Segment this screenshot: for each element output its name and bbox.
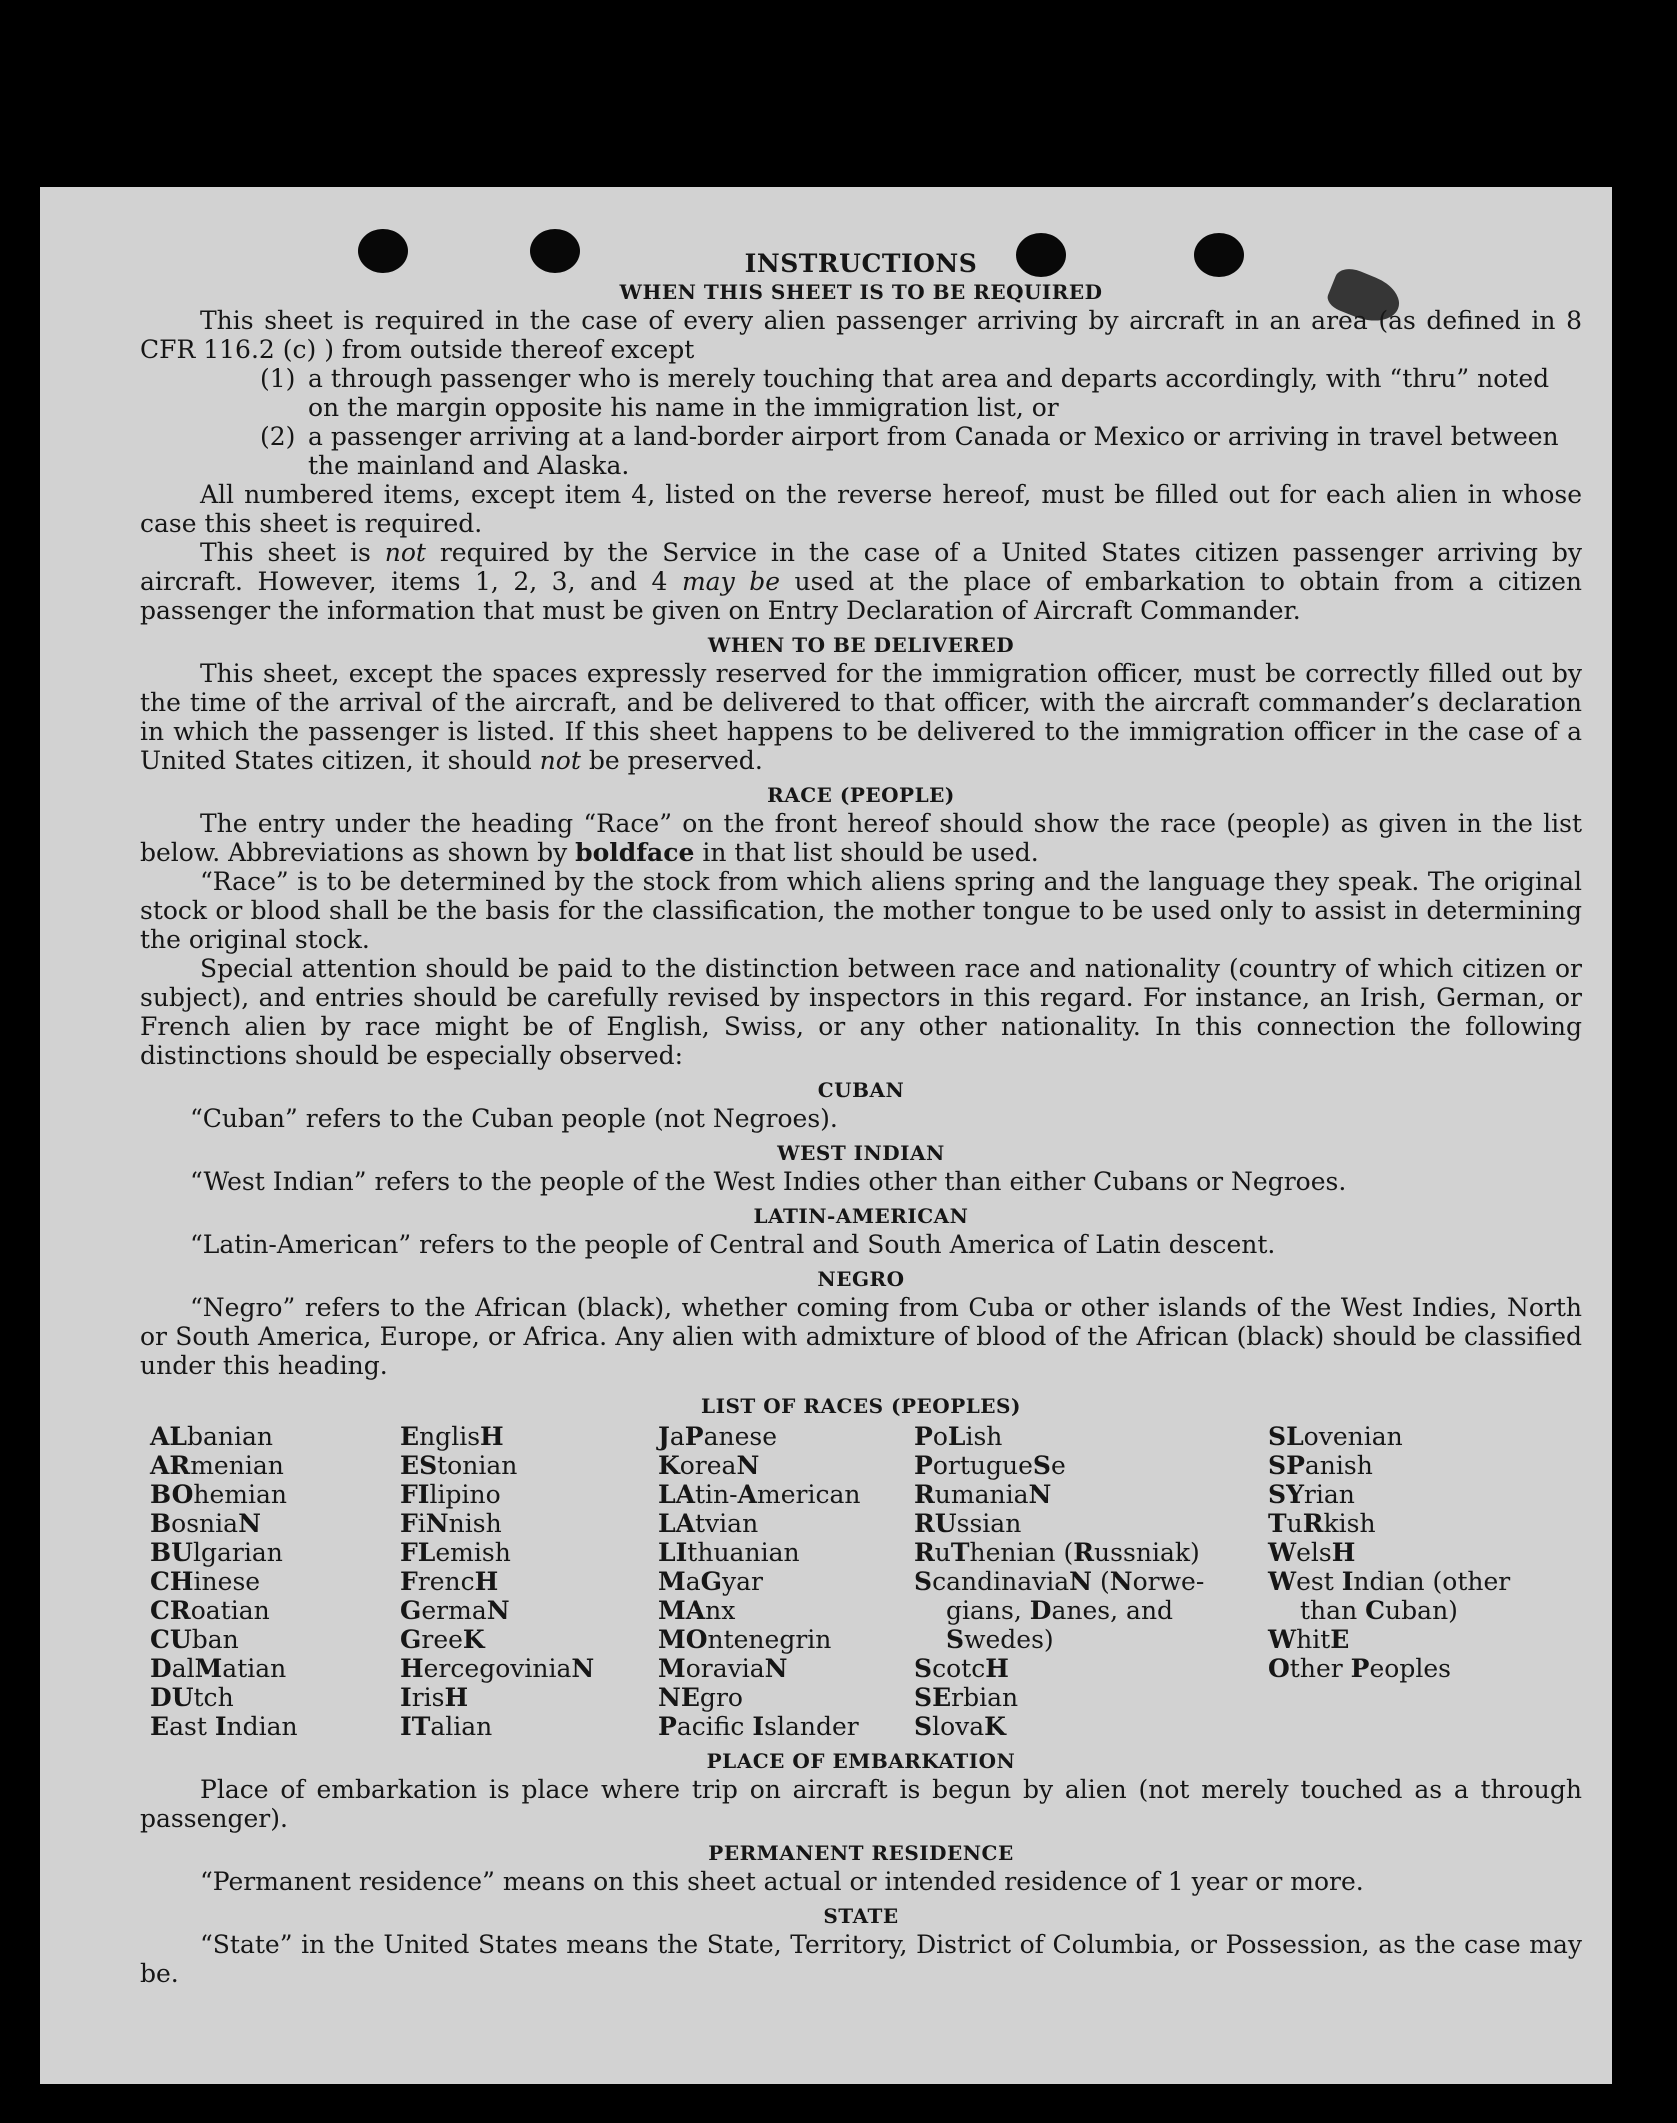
paragraph: “Negro” refers to the African (black), whether coming from Cuba or other islands of the West Indies, North or South America, Europe, or Africa. Any alien with admixture of blood of the African (black) should be classified under this heading.: [140, 1293, 1582, 1380]
race-entry: ARmenian: [150, 1451, 284, 1480]
list-item: [260, 364, 1582, 422]
race-entry: EnglisH: [400, 1422, 504, 1451]
subsection-heading: NEGRO: [817, 1267, 905, 1291]
section-heading: LIST OF RACES (PEOPLES): [701, 1394, 1021, 1418]
italic-text: not: [384, 538, 426, 567]
text-run: This sheet is: [200, 538, 385, 567]
race-entry: West Indian (other: [1268, 1567, 1511, 1596]
race-entry: TuRkish: [1268, 1509, 1376, 1538]
text-run: required by the Service in the case of a United States citizen passenger arriving by aircraft. However, items 1, 2, 3, and 4: [140, 538, 1582, 596]
race-entry: MaGyar: [658, 1567, 763, 1596]
item-number: (1): [260, 364, 296, 393]
race-entry: EStonian: [400, 1451, 518, 1480]
race-entry: GreeK: [400, 1625, 485, 1654]
section-heading: STATE: [823, 1904, 899, 1928]
paragraph: “Permanent residence” means on this sheet actual or intended residence of 1 year or more.: [200, 1867, 1364, 1896]
race-entry: MoraviaN: [658, 1654, 788, 1683]
race-entry: MOntenegrin: [658, 1625, 832, 1654]
races-column: [400, 1422, 658, 1741]
race-entry: LAtin-American: [658, 1480, 861, 1509]
paragraph: All numbered items, except item 4, listed on the reverse hereof, must be filled out for each alien in whose case this sheet is required.: [140, 480, 1582, 538]
race-entry: PoLish: [914, 1422, 1003, 1451]
race-entry: PortugueSe: [914, 1451, 1066, 1480]
race-entry: SLovenian: [1268, 1422, 1403, 1451]
race-entry: SPanish: [1268, 1451, 1373, 1480]
text-run: This sheet, except the spaces expressly reserved for the immigration officer, must be correctly filled out by the time of the arrival of the aircraft, and be delivered to that officer, with the aircraft commander’s declaration in which the passenger is listed. If this sheet happens to be delivered to the immigration officer in the case of a United States citizen, it should: [140, 659, 1582, 775]
page-title: INSTRUCTIONS: [744, 249, 978, 278]
race-entry: NEgro: [658, 1683, 743, 1712]
race-entry: East Indian: [150, 1712, 298, 1741]
race-entry: ScandinaviaN (Norwe-: [914, 1567, 1205, 1596]
item-text: a passenger arriving at a land-border airport from Canada or Mexico or arriving in travel between the mainland and Alaska.: [308, 422, 1559, 480]
race-entry: DUtch: [150, 1683, 234, 1712]
paragraph: [140, 809, 1582, 867]
race-entry: LIthuanian: [658, 1538, 800, 1567]
race-entry: FrencH: [400, 1567, 499, 1596]
races-column: [914, 1422, 1268, 1741]
bold-text: boldface: [575, 838, 695, 867]
race-entry: FiNnish: [400, 1509, 502, 1538]
race-entry: Pacifc Islander: [658, 1712, 859, 1741]
race-entry: MAnx: [658, 1596, 736, 1625]
text-run: be preserved.: [580, 746, 763, 775]
race-entry: WelsH: [1268, 1538, 1356, 1567]
race-entry: FIlipino: [400, 1480, 501, 1509]
race-entry: BOhemian: [150, 1480, 288, 1509]
race-entry: RUssian: [914, 1509, 1022, 1538]
subsection-heading: CUBAN: [817, 1078, 905, 1102]
race-entry: gians, Danes, and: [946, 1596, 1174, 1625]
races-column: [1268, 1422, 1568, 1741]
races-column: [658, 1422, 914, 1741]
race-entry: BosniaN: [150, 1509, 261, 1538]
paragraph: “Cuban” refers to the Cuban people (not Negroes).: [190, 1104, 838, 1133]
race-entry: LAtvian: [658, 1509, 759, 1538]
item-text: a through passenger who is merely touching that area and departs accordingly, with “thru” noted on the margin opposite his name in the immigration list, or: [308, 364, 1550, 422]
paragraph: [140, 659, 1582, 775]
subsection-heading: WEST INDIAN: [777, 1141, 945, 1165]
race-entry: CHinese: [150, 1567, 261, 1596]
document-sheet: [40, 187, 1612, 2084]
race-entry: JaPanese: [658, 1422, 778, 1451]
paragraph: “Race” is to be determined by the stock from which aliens spring and the language they speak. The original stock or blood shall be the basis for the classification, the mother tongue to be used only to assist in determining the original stock.: [140, 867, 1582, 954]
document-content: [140, 249, 1582, 1988]
race-entry: CRoatian: [150, 1596, 270, 1625]
section-heading: RACE (PEOPLE): [767, 783, 955, 807]
italic-text: may be: [681, 567, 781, 596]
race-entry: ALbanian: [150, 1422, 274, 1451]
section-heading: WHEN TO BE DELIVERED: [707, 633, 1015, 657]
race-entry: WhitE: [1268, 1625, 1350, 1654]
race-entry: SErbian: [914, 1683, 1019, 1712]
race-entry: GermaN: [400, 1596, 510, 1625]
race-entry: Swedes): [946, 1625, 1054, 1654]
race-entry: IrisH: [400, 1683, 469, 1712]
paragraph: “West Indian” refers to the people of the West Indies other than either Cubans or Negroes.: [190, 1167, 1347, 1196]
race-entry: SlovaK: [914, 1712, 1006, 1741]
text-run: used at the place of embarkation to obtain from a citizen passenger the information that must be given on Entry Declaration of Aircraft Commander.: [140, 567, 1582, 625]
paragraph: “Latin-American” refers to the people of Central and South America of Latin descent.: [190, 1230, 1276, 1259]
race-entry: RumaniaN: [914, 1480, 1052, 1509]
paragraph: “State” in the United States means the State, Territory, District of Columbia, or Possession, as the case may be.: [140, 1930, 1582, 1988]
race-entry: ITalian: [400, 1712, 493, 1741]
item-number: (2): [260, 422, 296, 451]
section-heading: WHEN THIS SHEET IS TO BE REQUIRED: [619, 280, 1103, 304]
text-run: The entry under the heading “Race” on the front hereof should show the race (people) as given in the list below. Abbreviations as shown by: [140, 809, 1582, 867]
races-list: [150, 1422, 1582, 1741]
race-entry: ScotcH: [914, 1654, 1009, 1683]
race-entry: KoreaN: [658, 1451, 760, 1480]
italic-text: not: [539, 746, 581, 775]
races-column: [150, 1422, 400, 1741]
paragraph: Special attention should be paid to the distinction between race and nationality (country of which citizen or subject), and entries should be carefully revised by inspectors in this regard. For instance, an Irish, German, or French alien by race might be of English, Swiss, or any other nationality. In this connection the following distinctions should be especially observed:: [140, 954, 1582, 1070]
section-heading: PLACE OF EMBARKATION: [706, 1749, 1016, 1773]
race-entry: RuThenian (Russniak): [914, 1538, 1200, 1567]
race-entry: SYrian: [1268, 1480, 1355, 1509]
section-heading: PERMANENT RESIDENCE: [708, 1841, 1014, 1865]
paragraph: [140, 538, 1582, 625]
race-entry: HercegoviniaN: [400, 1654, 595, 1683]
race-entry: CUban: [150, 1625, 239, 1654]
paragraph: Place of embarkation is place where trip on aircraft is begun by alien (not merely touched as a through passenger).: [140, 1775, 1582, 1833]
list-item: [260, 422, 1582, 480]
race-entry: DalMatian: [150, 1654, 287, 1683]
race-entry: than Cuban): [1300, 1596, 1458, 1625]
subsection-heading: LATIN-AMERICAN: [753, 1204, 969, 1228]
race-entry: Other Peoples: [1268, 1654, 1451, 1683]
paragraph: This sheet is required in the case of every alien passenger arriving by aircraft in an area (as defined in 8 CFR 116.2 (c) ) from outside thereof except: [140, 306, 1582, 364]
race-entry: BUlgarian: [150, 1538, 283, 1567]
text-run: in that list should be used.: [694, 838, 1039, 867]
race-entry: FLemish: [400, 1538, 511, 1567]
